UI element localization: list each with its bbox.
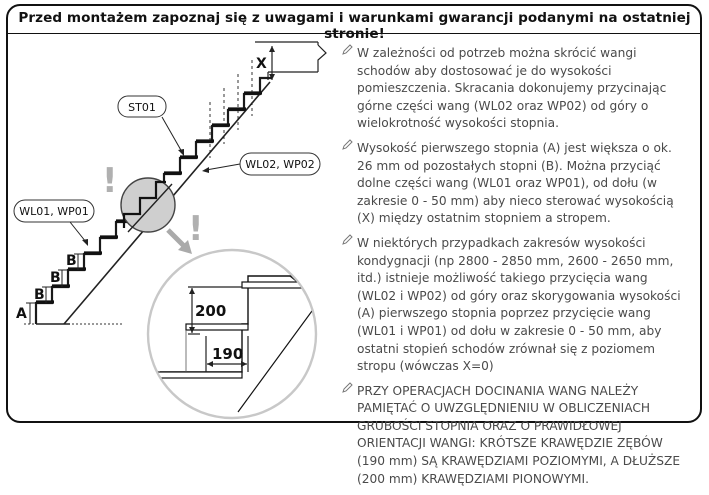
dim-200-label: 200 [195, 302, 227, 320]
note-text: Wysokość pierwszego stopnia (A) jest większa o ok. 26 mm od pozostałych stopni (B). Można przyciąć dolne części wang (WL01 oraz WP01), od dołu (w zakresie 0 - 50 mm) aby nieco sterować wysokością (X) między ostatnim stopniem a stropem. [357, 140, 674, 226]
pencil-icon [341, 234, 353, 246]
a-label: A [16, 306, 27, 322]
x-dimension [268, 46, 275, 80]
note-item [341, 45, 687, 133]
zoom-detail-circle [148, 250, 316, 418]
note-text: W zależności od potrzeb można skrócić wangi schodów aby dostosować je do wysokości pomieszczenia. Skracania dokonujemy przycinając górne części wang (WL02 oraz WP02) od góry o wielokrotność wysokości stopnia. [357, 46, 667, 131]
st01-label: ST01 [128, 101, 156, 114]
exclamation-mark-1: ! [102, 161, 118, 201]
b-label-1: B [34, 287, 45, 303]
pencil-icon [341, 382, 353, 394]
note-text: W niektórych przypadkach zakresów wysokości kondygnacji (np 2800 - 2850 mm, 2600 - 2650 mm, itd.) istnieje możliwość takiego przycięcia wang (WL02 i WP02) od góry oraz skorygowania wysokości (A) pierwszego stopnia poprzez przycięcie wang (WL01 i WP01) od dołu w zakresie 0 - 50 mm, aby ostatni stopień schodów zrównał się z poziomem stropu (wówczas X=0) [357, 235, 681, 374]
pencil-icon [341, 139, 353, 151]
wl01-wp01-label: WL01, WP01 [19, 205, 89, 218]
note-item [341, 383, 687, 489]
note-text: PRZY OPERACJACH DOCINANIA WANG NALEŻY PAMIĘTAĆ O UWZGLĘDNIENIU W OBLICZENIACH GRUBOŚCI STOPNIA ORAZ O PRAWIDŁOWEJ ORIENTACJI WANGI: KRÓTSZE KRAWĘDZIE ZĘBÓW (190 mm) SĄ KRAWĘDZIAMI POZIOMYMI, A DŁUŻSZE (200 mm) KRAWĘDZIAMI PIONOWYMI. [357, 383, 681, 486]
note-item [341, 235, 687, 376]
pencil-icon [341, 44, 353, 56]
b-label-3: B [66, 253, 77, 269]
dim-190-label: 190 [212, 345, 244, 363]
x-label: X [256, 56, 267, 72]
zoom-source-circle [121, 178, 175, 232]
wl02-wp02-label: WL02, WP02 [245, 158, 315, 171]
exclamation-mark-2: ! [188, 209, 204, 249]
b-label-2: B [50, 270, 61, 286]
warning-header: Przed montażem zapoznaj się z uwagami i warunkami gwarancji podanymi na ostatniej stronie! [18, 10, 691, 42]
note-item [341, 140, 687, 228]
